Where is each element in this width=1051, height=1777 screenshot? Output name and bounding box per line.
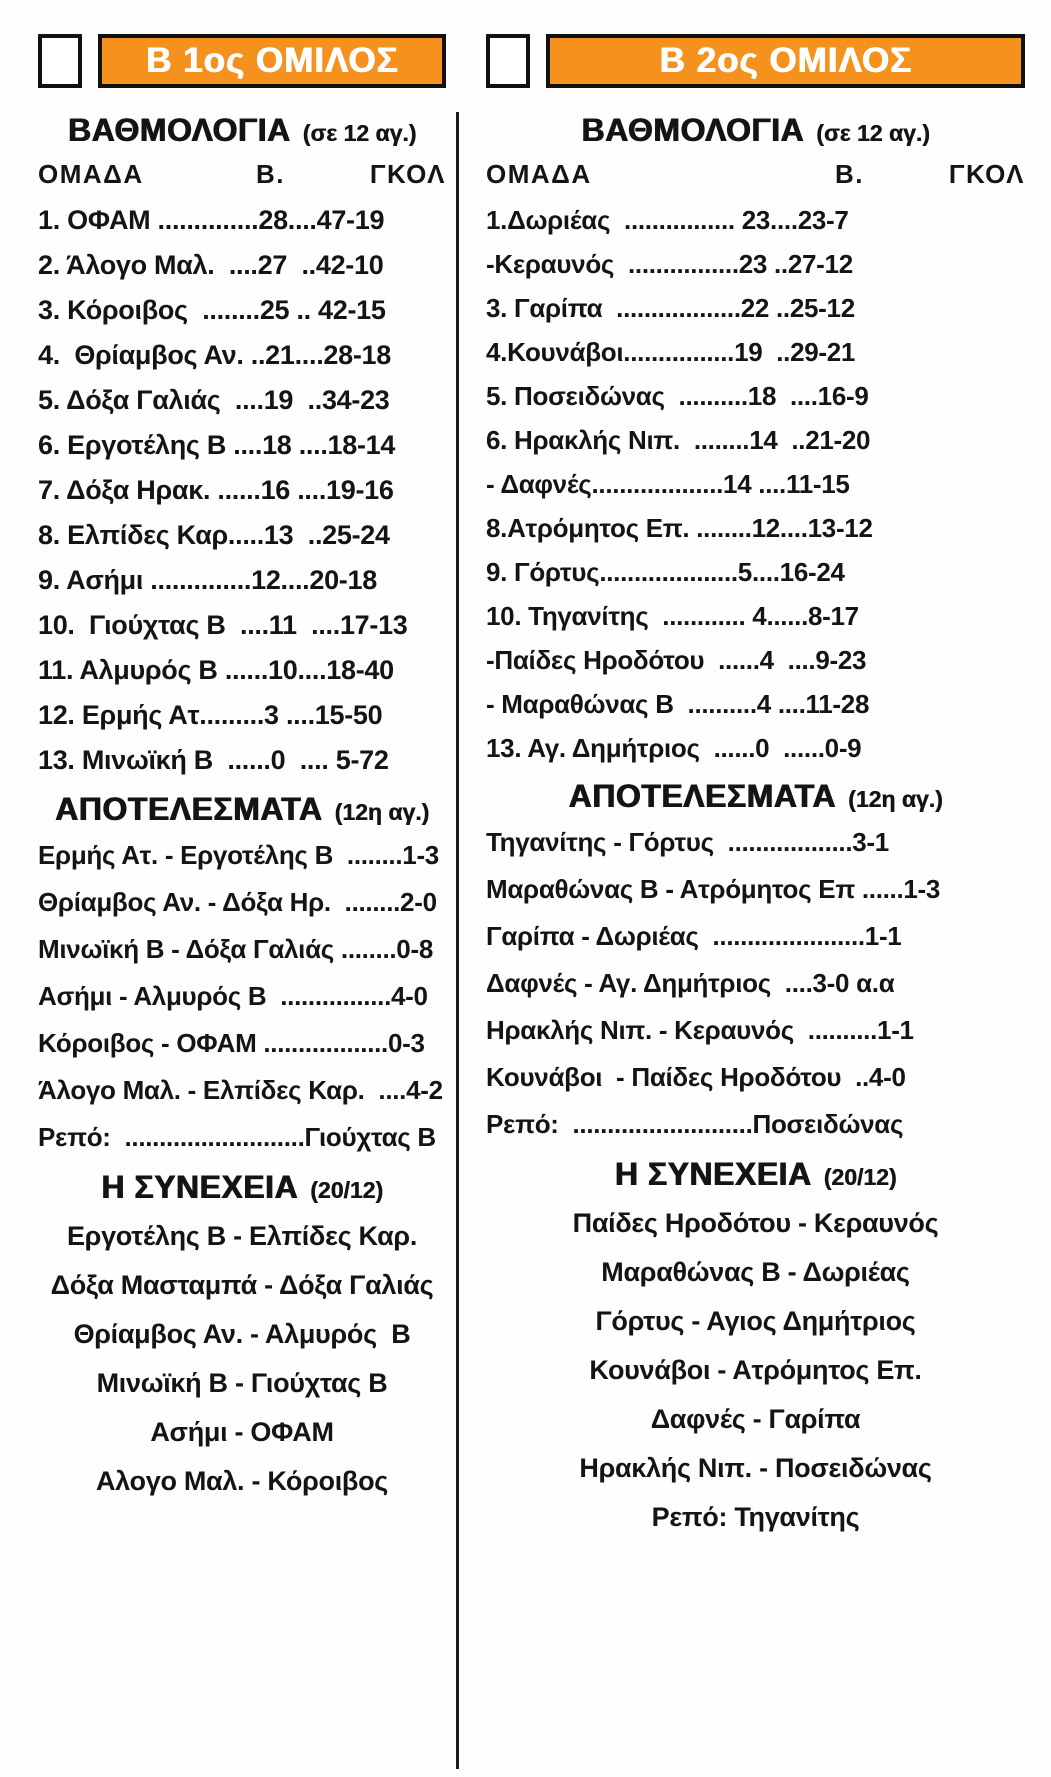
standings-row: 3. Κόροιβος ........25 .. 42-15 xyxy=(38,295,386,325)
standings-row: 4. Θρίαμβος Αν. ..21....28-18 xyxy=(38,340,391,370)
column-header-team: ΟΜΑΔΑ xyxy=(38,159,144,189)
fixtures-note: (20/12) xyxy=(823,1164,897,1190)
standings-note: (σε 12 αγ.) xyxy=(302,120,417,146)
standings-row: 10. Τηγανίτης ............ 4......8-17 xyxy=(486,601,859,631)
standings-title: ΒΑΘΜΟΛΟΓΙΑ xyxy=(581,112,804,148)
group-1-checkbox xyxy=(38,34,82,88)
column-header-team: ΟΜΑΔΑ xyxy=(486,159,592,189)
fixture-row: Μαραθώνας Β - Δωριέας xyxy=(601,1257,910,1287)
fixture-row: Μινωϊκή Β - Γιούχτας Β xyxy=(96,1368,388,1398)
standings-title: ΒΑΘΜΟΛΟΓΙΑ xyxy=(67,112,291,148)
group-2-fixtures-heading xyxy=(486,1156,1025,1193)
fixtures-title: Η ΣΥΝΕΧΕΙΑ xyxy=(100,1169,298,1205)
group-2-checkbox xyxy=(486,34,530,88)
standings-row: 1.Δωριέας ................ 23....23-7 xyxy=(486,205,849,235)
column-header-goals: ΓΚΟΛ xyxy=(948,159,1025,189)
standings-row: 7. Δόξα Ηρακ. ......16 ....19-16 xyxy=(38,475,394,505)
standings-row: 13. Αγ. Δημήτριος ......0 ......0-9 xyxy=(486,733,862,763)
standings-row: 2. Άλογο Μαλ. ....27 ..42-10 xyxy=(38,250,384,280)
group-2-standings-table xyxy=(486,198,1025,770)
fixture-row: Αλογο Μαλ. - Κόροιβος xyxy=(95,1466,389,1496)
group-1-header xyxy=(38,34,446,88)
standings-row: 9. Γόρτυς....................5....16-24 xyxy=(486,557,845,587)
group-1-table-header xyxy=(38,159,446,190)
fixtures-note: (20/12) xyxy=(310,1177,383,1203)
standings-row: 8.Ατρόμητος Επ. ........12....13-12 xyxy=(486,513,873,543)
group-2-fixtures-list xyxy=(486,1199,1025,1542)
fixture-row: Γόρτυς - Αγιος Δημήτριος xyxy=(595,1306,916,1336)
standings-row: 10. Γιούχτας Β ....11 ....17-13 xyxy=(38,610,408,640)
group-1-results-heading xyxy=(38,791,446,828)
standings-row: 6. Εργοτέλης Β ....18 ....18-14 xyxy=(38,430,396,460)
group-1-banner: Β 1ος ΟΜΙΛΟΣ xyxy=(98,34,446,88)
fixture-row: Παίδες Ηροδότου - Κεραυνός xyxy=(572,1208,939,1238)
result-row: Ερμής Ατ. - Εργοτέλης Β ........1-3 xyxy=(38,840,439,870)
result-row: Γαρίπα - Δωριέας ......................1-1 xyxy=(486,921,902,951)
standings-row: 12. Ερμής Ατ.........3 ....15-50 xyxy=(38,700,383,730)
result-row: Ηρακλής Νιπ. - Κεραυνός ..........1-1 xyxy=(486,1015,914,1045)
standings-row: - Δαφνές...................14 ....11-15 xyxy=(486,469,850,499)
group-1-standings-table xyxy=(38,198,446,783)
fixture-row: Δόξα Μασταμπά - Δόξα Γαλιάς xyxy=(50,1270,434,1300)
column-header-goals: ΓΚΟΛ xyxy=(369,159,446,189)
standings-row: 11. Αλμυρός Β ......10....18-40 xyxy=(38,655,394,685)
result-row: Κουνάβοι - Παίδες Ηροδότου ..4-0 xyxy=(486,1062,906,1092)
result-row: Ασήμι - Αλμυρός Β ................4-0 xyxy=(38,981,428,1011)
group-1-standings-heading xyxy=(38,112,446,149)
group-1-fixtures-list xyxy=(38,1212,446,1506)
standings-row: 9. Ασήμι ..............12....20-18 xyxy=(38,565,377,595)
result-row: Μινωϊκή Β - Δόξα Γαλιάς ........0-8 xyxy=(38,934,433,964)
group-2-standings-heading xyxy=(486,112,1025,149)
results-title: ΑΠΟΤΕΛΕΣΜΑΤΑ xyxy=(54,791,323,827)
result-row: Δαφνές - Αγ. Δημήτριος ....3-0 α.α xyxy=(486,968,895,998)
fixture-row: Δαφνές - Γαρίπα xyxy=(650,1404,861,1434)
result-row: Ρεπό: ..........................Γιούχτας Β xyxy=(38,1122,436,1152)
standings-row: 3. Γαρίπα ..................22 ..25-12 xyxy=(486,293,855,323)
fixture-row: Θρίαμβος Αν. - Αλμυρός Β xyxy=(73,1319,411,1349)
group-2-results-list xyxy=(486,819,1025,1148)
group-1-results-list xyxy=(38,832,446,1161)
result-row: Άλογο Μαλ. - Ελπίδες Καρ. ....4-2 xyxy=(38,1075,443,1105)
standings-row: -Κεραυνός ................23 ..27-12 xyxy=(486,249,853,279)
standings-row: - Μαραθώνας Β ..........4 ....11-28 xyxy=(486,689,870,719)
standings-row: 4.Κουνάβοι................19 ..29-21 xyxy=(486,337,856,367)
group-2-header xyxy=(486,34,1025,88)
result-row: Ρεπό: ..........................Ποσειδώνας xyxy=(486,1109,904,1139)
standings-row: 1. ΟΦΑΜ ..............28....47-19 xyxy=(38,205,385,235)
results-note: (12η αγ.) xyxy=(848,786,943,812)
standings-note: (σε 12 αγ.) xyxy=(816,120,930,146)
group-2-table-header xyxy=(486,159,1025,190)
fixture-row: Κουνάβοι - Ατρόμητος Επ. xyxy=(589,1355,922,1385)
standings-row: -Παίδες Ηροδότου ......4 ....9-23 xyxy=(486,645,867,675)
column-divider xyxy=(456,112,459,1769)
group-2-column xyxy=(456,0,1051,1777)
group-1-fixtures-heading xyxy=(38,1169,446,1206)
result-row: Κόροιβος - ΟΦΑΜ ..................0-3 xyxy=(38,1028,425,1058)
standings-row: 13. Μινωϊκή Β ......0 .... 5-72 xyxy=(38,745,389,775)
result-row: Μαραθώνας Β - Ατρόμητος Επ ......1-3 xyxy=(486,874,941,904)
group-1-column xyxy=(0,0,456,1777)
column-header-points: Β. xyxy=(835,159,864,189)
fixtures-title: Η ΣΥΝΕΧΕΙΑ xyxy=(614,1156,812,1192)
standings-row: 5. Δόξα Γαλιάς ....19 ..34-23 xyxy=(38,385,390,415)
standings-row: 8. Ελπίδες Καρ.....13 ..25-24 xyxy=(38,520,390,550)
fixture-row: Ασήμι - ΟΦΑΜ xyxy=(150,1417,334,1447)
group-2-results-heading xyxy=(486,778,1025,815)
results-title: ΑΠΟΤΕΛΕΣΜΑΤΑ xyxy=(568,778,836,814)
results-note: (12η αγ.) xyxy=(334,799,430,825)
group-2-banner: Β 2ος ΟΜΙΛΟΣ xyxy=(546,34,1025,88)
result-row: Θρίαμβος Αν. - Δόξα Ηρ. ........2-0 xyxy=(38,887,437,917)
standings-row: 5. Ποσειδώνας ..........18 ....16-9 xyxy=(486,381,869,411)
result-row: Τηγανίτης - Γόρτυς ..................3-1 xyxy=(486,827,889,857)
fixture-row: Ρεπό: Τηγανίτης xyxy=(651,1502,860,1532)
fixture-row: Εργοτέλης Β - Ελπίδες Καρ. xyxy=(66,1221,418,1251)
standings-row: 6. Ηρακλής Νιπ. ........14 ..21-20 xyxy=(486,425,871,455)
fixture-row: Ηρακλής Νιπ. - Ποσειδώνας xyxy=(579,1453,932,1483)
column-header-points: Β. xyxy=(256,159,285,189)
